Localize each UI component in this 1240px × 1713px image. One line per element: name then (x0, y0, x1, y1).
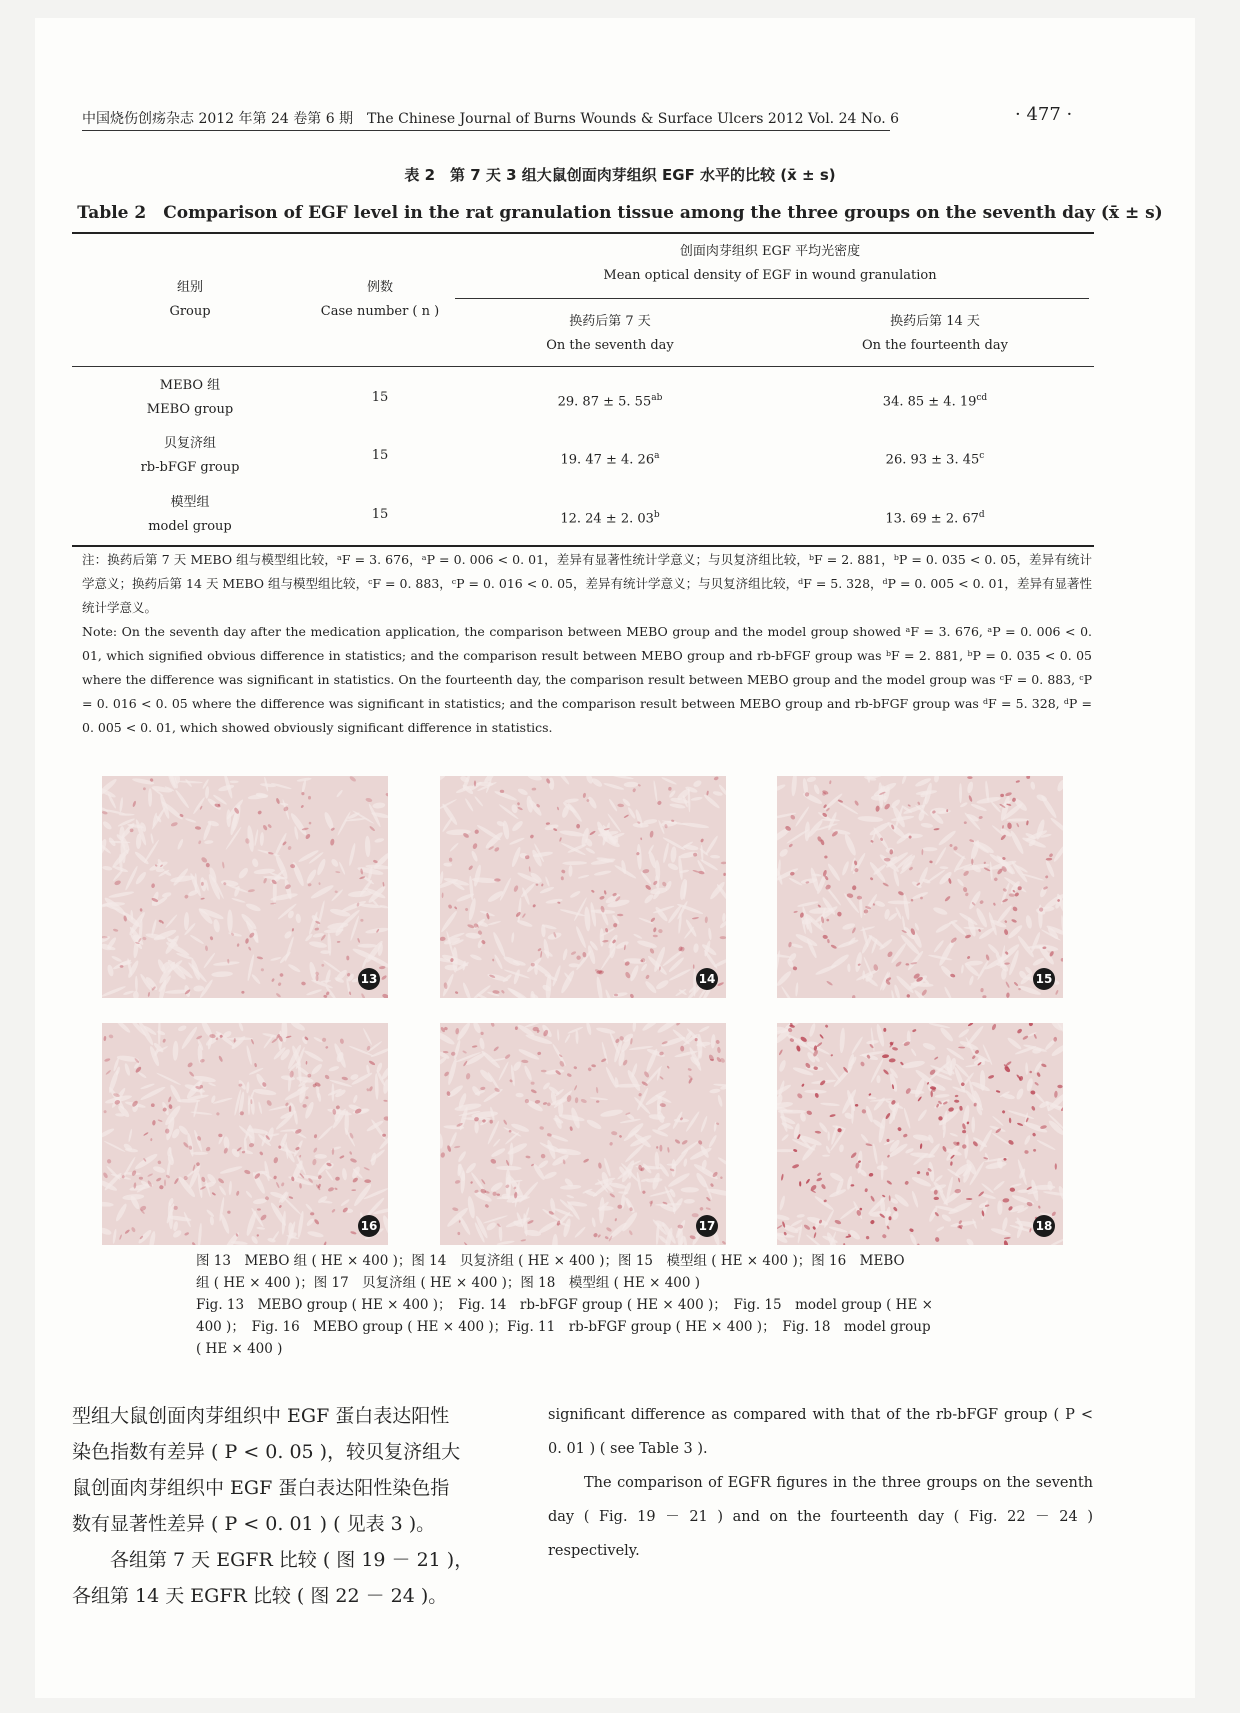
micrograph-14 (440, 776, 726, 998)
figure-label: 15 (1033, 968, 1055, 990)
col-od-header: 创面肉芽组织 EGF 平均光密度 Mean optical density of EGF in wound granulation (603, 244, 937, 283)
col-n-header: 例数 Case number ( n ) (320, 280, 440, 319)
body-text-cn: 型组大鼠创面肉芽组织中 EGF 蛋白表达阳性 染色指数有差异 ( P < 0. 05 )，较贝复济组大 鼠创面肉芽组织中 EGF 蛋白表达阳性染色指 数有显著性差异 ( P < 0. 01 ) ( 见表 3 )。 各组第 7 天 EGFR 比较 ( 图 19 － 21 )， 各组第 14 天 EGFR 比较 ( 图 22 － 24 )。 (72, 1405, 474, 1607)
micrograph-svg (440, 1023, 726, 1245)
figure-label: 14 (696, 968, 718, 990)
micrograph-18 (777, 1023, 1063, 1245)
micrograph-svg (102, 1023, 388, 1245)
table-note-en: Note: On the seventh day after the medication application, the comparison between MEBO group and the model group showed ᵃF = 3. 676, ᵃP = 0. 006 < 0. 01, which signified obvious difference in statistics; and the comparison result between MEBO group and rb-bFGF group was ᵇF = 2. 881, ᵇP = 0. 035 < 0. 05 where the difference was significant in statistics. On the fourteenth day, the comparison result between MEBO group and the model group was ᶜF = 0. 883, ᶜP = 0. 016 < 0. 05 where the difference was significant in statistics; and the comparison result between MEBO group and rb-bFGF group was ᵈF = 5. 328, ᵈP = 0. 005 < 0. 01, which showed obviously significant difference in statistics. (82, 624, 1092, 735)
micrograph-svg (777, 776, 1063, 998)
header-rule (82, 130, 890, 131)
figure-caption: 图 13 MEBO 组 ( HE × 400 )；图 14 贝复济组 ( HE × 400 )；图 15 模型组 ( HE × 400 )；图 16 MEBO 组 ( HE × 400 )；图 17 贝复济组 ( HE × 400 )；图 18 模型组 ( HE × 400 ) Fig. 13 MEBO group ( HE × 400 )； Fig. 14 rb-bFGF group ( HE × 400 )； Fig. 15 model group ( HE × 400 )； Fig. 16 MEBO group ( HE × 400 )；Fig. 11 rb-bFGF group ( HE × 400 )； Fig. 18 model group ( HE × 400 ) (196, 1253, 933, 1357)
col-group-header: 组别 Group (169, 280, 211, 319)
figure-label: 13 (358, 968, 380, 990)
body-text-en: significant difference as compared with that of the rb-bFGF group ( P < 0. 01 ) ( see Table 3 ). The comparison of EGFR figures in the three groups on the seventh day ( Fig. 19 － 21 ) and on the fourteenth day ( Fig. 22 － 24 ) respectively. (548, 1407, 1093, 1559)
micrograph-svg (440, 776, 726, 998)
table-caption-en: Table 2 Comparison of EGF level in the rat granulation tissue among the three groups on the seventh day (x̄ ± s) (77, 203, 1163, 223)
micrograph-13 (102, 776, 388, 998)
micrograph-svg (777, 1023, 1063, 1245)
micrograph-15 (777, 776, 1063, 998)
running-header: 中国烧伤创疡杂志 2012 年第 24 卷第 6 期 The Chinese Journal of Burns Wounds & Surface Ulcers 2012 Vol. 24 No. 6 (82, 111, 900, 127)
figure-label: 16 (358, 1215, 380, 1237)
col-d14-header: 换药后第 14 天 On the fourteenth day (862, 314, 1008, 353)
micrograph-svg (102, 776, 388, 998)
micrograph-17 (440, 1023, 726, 1245)
table-caption-cn: 表 2 第 7 天 3 组大鼠创面肉芽组织 EGF 水平的比较 (x̄ ± s) (404, 166, 836, 184)
table-mid-rule (455, 298, 1089, 299)
table-bottom-rule (72, 545, 1094, 547)
table-header-rule (72, 366, 1094, 367)
figure-label: 17 (696, 1215, 718, 1237)
table-note-cn: 注：换药后第 7 天 MEBO 组与模型组比较，ᵃF = 3. 676，ᵃP = 0. 006 < 0. 01，差异有显著性统计学意义；与贝复济组比较，ᵇF = 2. 881，ᵇP = 0. 035 < 0. 05，差异有统计学意义；换药后第 14 天 MEBO 组与模型组比较，ᶜF = 0. 883，ᶜP = 0. 016 < 0. 05，差异有统计学意义；与贝复济组比较，ᵈF = 5. 328，ᵈP = 0. 005 < 0. 01，差异有显著性统计学意义。 (82, 552, 1092, 615)
page-number: · 477 · (1015, 104, 1073, 125)
col-d7-header: 换药后第 7 天 On the seventh day (546, 314, 674, 353)
micrograph-16 (102, 1023, 388, 1245)
figure-label: 18 (1033, 1215, 1055, 1237)
table-top-rule (72, 232, 1094, 234)
